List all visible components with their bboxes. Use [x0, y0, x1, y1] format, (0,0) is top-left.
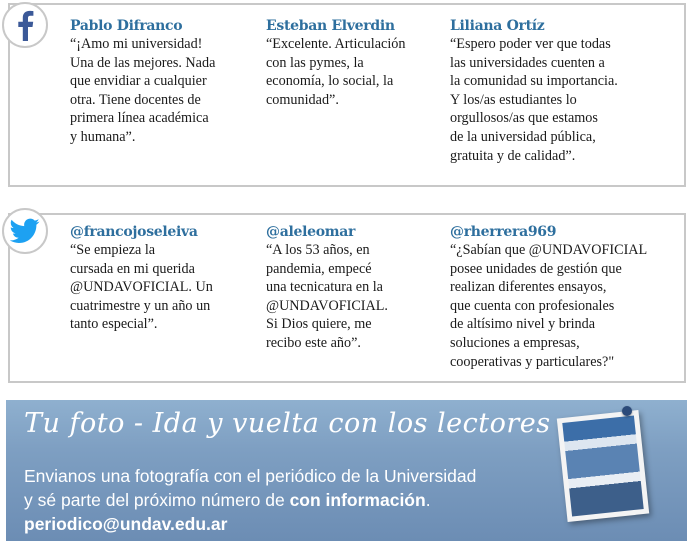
twitter-bird-icon[interactable]	[2, 208, 48, 254]
twitter-post	[70, 223, 256, 334]
facebook-post	[266, 17, 446, 109]
post-text: “¿Sabían que @UNDAVOFICIAL posee unidades de gestión que realizan diferentes ensayos, que cuenta con profesionales de altísimo nivel y brinda soluciones a empresas, cooperativas y particulares?"	[450, 242, 648, 370]
post-text: “Espero poder ver que todas las universidades cuenten a la comunidad su importancia. Y los/as estudiantes lo orgullosos/as que estamos de la universidad pública, gratuita y de calidad”.	[450, 36, 618, 164]
banner-line-2-suffix: .	[425, 490, 431, 510]
facebook-post	[450, 17, 686, 165]
newspaper-photo	[557, 410, 649, 522]
facebook-icon[interactable]	[2, 2, 48, 48]
contact-email-link[interactable]: periodico@undav.edu.ar	[24, 514, 228, 534]
banner-title: Tu foto - Ida y vuelta con los lectores	[24, 408, 551, 439]
newspaper-photo-image	[562, 415, 643, 516]
banner-line-2-prefix: y sé parte del próximo número de	[24, 490, 290, 510]
post-author[interactable]: Liliana Ortíz	[450, 18, 545, 34]
post-text: “A los 53 años, en pandemia, empecé una tecnicatura en la @UNDAVOFICIAL. Si Dios quiere, me recibo este año”.	[266, 242, 388, 351]
pushpin-icon	[622, 406, 632, 416]
post-author[interactable]: Esteban Elverdin	[266, 18, 395, 34]
post-text: “Excelente. Articulación con las pymes, la economía, lo social, la comunidad”.	[266, 36, 406, 108]
publication-name: con información	[289, 490, 426, 510]
facebook-post	[70, 17, 252, 147]
post-author[interactable]: @aleleomar	[266, 224, 356, 240]
twitter-post	[450, 223, 686, 371]
twitter-post	[266, 223, 446, 353]
banner-line-1: Envianos una fotografía con el periódico de la Universidad	[24, 466, 477, 486]
banner-line-2	[24, 488, 564, 512]
post-text: “Se empieza la cursada en mi querida @UNDAVOFICIAL. Un cuatrimestre y un año un tanto especial”.	[70, 242, 213, 333]
banner-description	[24, 464, 564, 536]
twitter-comments-panel	[8, 213, 686, 383]
post-author[interactable]: @francojoseleiva	[70, 224, 198, 240]
post-author[interactable]: @rherrera969	[450, 224, 557, 240]
facebook-comments-panel	[8, 3, 686, 187]
post-text: “¡Amo mi universidad! Una de las mejores. Nada que envidiar a cualquier otra. Tiene docentes de primera línea académica y humana”.	[70, 36, 216, 145]
post-author[interactable]: Pablo Difranco	[70, 18, 183, 34]
reader-photo-banner	[6, 400, 687, 541]
